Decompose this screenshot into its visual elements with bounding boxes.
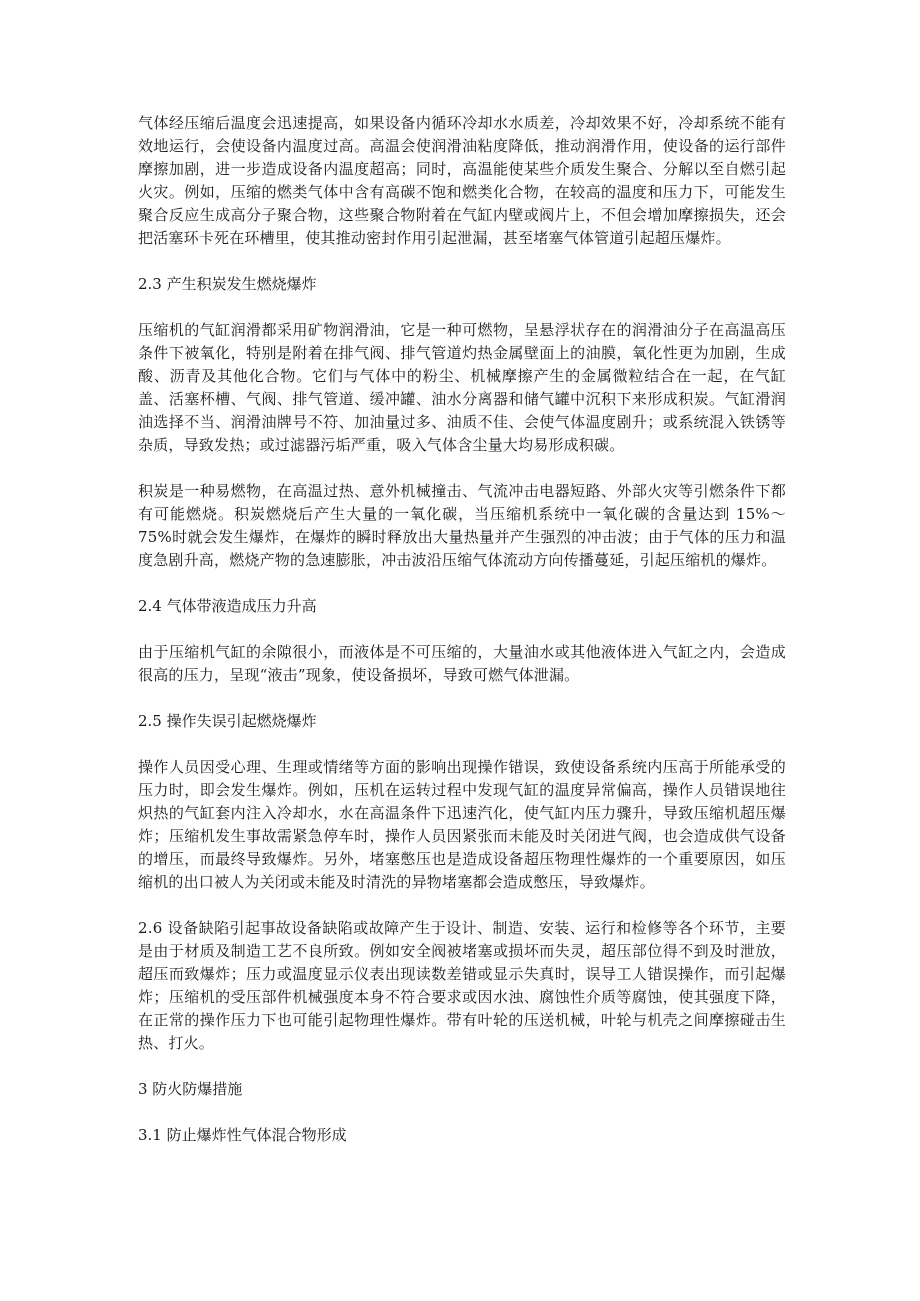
section-heading-2-4: 2.4 气体带液造成压力升高 <box>138 597 317 615</box>
section-heading-2-3: 2.3 产生积炭发生燃烧爆炸 <box>138 275 317 293</box>
paragraph-compressor-temperature: 气体经压缩后温度会迅速提高，如果设备内循环冷却水水质差，冷却效果不好，冷却系统不能有效地运行，会使设备内温度过高。高温会使润滑油粘度降低，推动润滑作用，使设备的运行部件摩擦加剧，进一步造成设备内温度超高；同时，高温能使某些介质发生聚合、分解以至自燃引起火灾。例如，压缩的燃类气体中含有高碳不饱和燃类化合物，在较高的温度和压力下，可能发生聚合反应生成高分子聚合物，这些聚合物附着在气缸内壁或阀片上，不但会增加摩擦损失，还会把活塞环卡死在环槽里，使其推动密封作用引起泄漏，甚至堵塞气体管道引起超压爆炸。 <box>138 114 786 247</box>
section-heading-3: 3 防火防爆措施 <box>138 1080 243 1098</box>
paragraph-liquid-strike: 由于压缩机气缸的余隙很小，而液体是不可压缩的，大量油水或其他液体进入气缸之内，会造成很高的压力，呈现“液击”现象，使设备损坏，导致可燃气体泄漏。 <box>138 643 786 684</box>
paragraph-carbon-deposit-formation: 压缩机的气缸润滑都采用矿物润滑油，它是一种可燃物，呈悬浮状存在的润滑油分子在高温高压条件下被氧化，特别是附着在排气阀、排气管道灼热金属壁面上的油膜，氧化性更为加剧，生成酸、沥青及其他化合物。它们与气体中的粉尘、机械摩擦产生的金属微粒结合在一起，在气缸盖、活塞杯槽、气阀、排气管道、缓冲罐、油水分离器和储气罐中沉积下来形成积炭。气缸滑润油选择不当、润滑油牌号不符、加油量过多、油质不佳、会使气体温度剧升；或系统混入铁锈等杂质，导致发热；或过滤器污垢严重，吸入气体含尘量大均易形成积碳。 <box>138 321 786 454</box>
document-body <box>138 112 786 1147</box>
paragraph-operation-error: 操作人员因受心理、生理或情绪等方面的影响出现操作错误，致使设备系统内压高于所能承受的压力时，即会发生爆炸。例如，压机在运转过程中发现气缸的温度异常偏高，操作人员错误地往炽热的气缸套内注入冷却水，水在高温条件下迅速汽化，使气缸内压力骤升，导致压缩机超压爆炸；压缩机发生事故需紧急停车时，操作人员因紧张而未能及时关闭进气阀，也会造成供气设备的增压，而最终导致爆炸。另外，堵塞憋压也是造成设备超压物理性爆炸的一个重要原因，如压缩机的出口被人为关闭或未能及时清洗的异物堵塞都会造成憋压，导致爆炸。 <box>138 758 786 891</box>
section-heading-2-5: 2.5 操作失误引起燃烧爆炸 <box>138 712 317 730</box>
section-heading-3-1: 3.1 防止爆炸性气体混合物形成 <box>138 1126 347 1144</box>
paragraph-equipment-defect: 2.6 设备缺陷引起事故设备缺陷或故障产生于设计、制造、安装、运行和检修等各个环节，主要是由于材质及制造工艺不良所致。例如安全阀被堵塞或损坏而失灵，超压部位得不到及时泄放，超压而致爆炸；压力或温度显示仪表出现读数差错或显示失真时，误导工人错误操作，而引起爆炸；压缩机的受压部件机械强度本身不符合要求或因水浊、腐蚀性介质等腐蚀，使其强度下降，在正常的操作压力下也可能引起物理性爆炸。带有叶轮的压送机械，叶轮与机壳之间摩擦碰击生热、打火。 <box>138 919 786 1052</box>
paragraph-carbon-deposit-combustion: 积炭是一种易燃物，在高温过热、意外机械撞击、气流冲击电器短路、外部火灾等引燃条件下都有可能燃烧。积炭燃烧后产生大量的一氧化碳，当压缩机系统中一氧化碳的含量达到 15%～75%时就会发生爆炸，在爆炸的瞬时释放出大量热量并产生强烈的冲击波；由于气体的压力和温度急剧升高，燃烧产物的急速膨胀，冲击波沿压缩气体流动方向传播蔓延，引起压缩机的爆炸。 <box>138 482 786 569</box>
